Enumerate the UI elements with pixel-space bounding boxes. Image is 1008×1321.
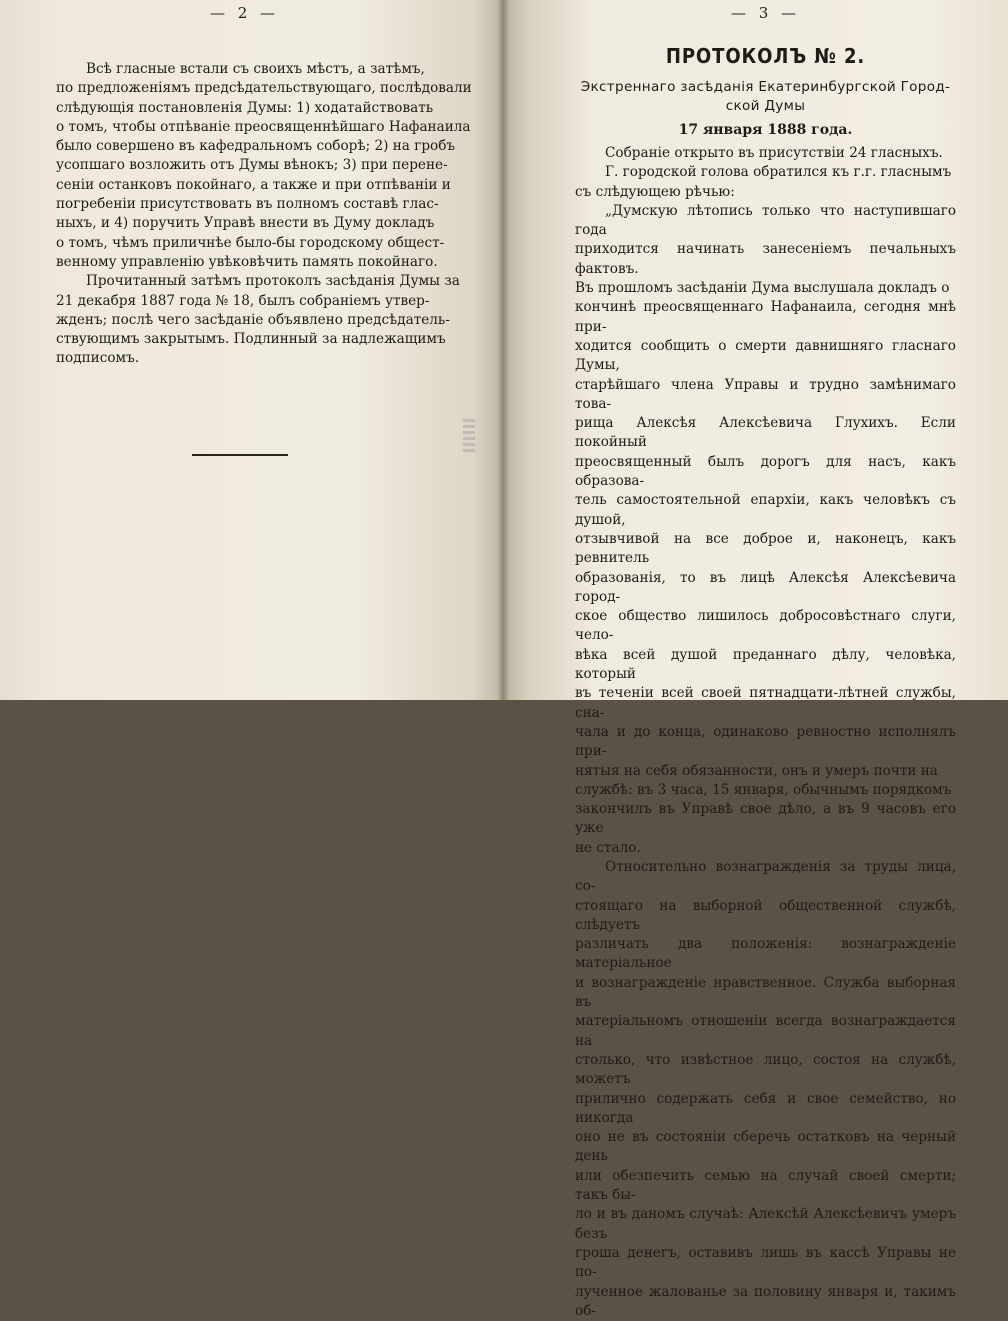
line: о томъ, чѣмъ приличнѣе было-бы городскому общест- bbox=[56, 234, 445, 251]
line: гроша денегъ, оставивъ лишь въ кассѣ Управы не по- bbox=[575, 1244, 956, 1281]
line: старѣйшаго члена Управы и трудно замѣнимаго това- bbox=[575, 376, 956, 412]
left-page-text bbox=[56, 60, 473, 369]
line: матеріальномъ отношеніи всегда вознаграждается на bbox=[575, 1013, 956, 1049]
line: жденъ; послѣ чего засѣданіе объявлено предсѣдатель- bbox=[56, 311, 450, 328]
line: столько, что извѣстное лицо, состоя на службѣ, можетъ bbox=[575, 1051, 956, 1088]
line: погребеніи присутствовать въ полномъ составѣ глас- bbox=[56, 196, 439, 213]
right-page bbox=[503, 0, 1008, 1319]
right-page-text bbox=[575, 144, 956, 1321]
line: съ слѣдующею рѣчью: bbox=[575, 183, 735, 200]
line: усопшаго возложить отъ Думы вѣнокъ; 3) при перене- bbox=[56, 157, 448, 174]
book-gutter bbox=[497, 0, 509, 700]
line: закончилъ въ Управѣ свое дѣло, а въ 9 часовъ его уже bbox=[575, 801, 956, 837]
line: не стало. bbox=[575, 839, 641, 856]
line: стоящаго на выборной общественной службѣ, слѣдуетъ bbox=[575, 897, 956, 933]
line: ское общество лишилось добросовѣстнаго слуги, чело- bbox=[575, 608, 956, 644]
line: ло и въ даномъ случаѣ: Алексѣй Алексѣевичъ умеръ безъ bbox=[575, 1206, 956, 1242]
line: слѣдующія постановленія Думы: 1) ходатайствовать bbox=[56, 99, 434, 116]
line: подписомъ. bbox=[56, 350, 140, 367]
line: было совершено въ кафедральномъ соборѣ; 2) на гробъ bbox=[56, 138, 456, 155]
line: лученное жалованье за половину января и, такимъ об- bbox=[575, 1283, 956, 1319]
line: Въ прошломъ засѣданіи Дума выслушала докладъ о bbox=[575, 280, 950, 297]
line: ходится сообщить о смерти давнишняго гласнаго Думы, bbox=[575, 337, 956, 374]
line: вѣка всей душой преданнаго дѣлу, человѣка, который bbox=[575, 646, 956, 683]
line: оно не въ состояніи сберечь остатковъ на черный день bbox=[575, 1129, 956, 1165]
line: въ теченіи всей своей пятнадцати-лѣтней службы, сна- bbox=[575, 685, 956, 721]
line: нятыя на себя обязанности, онъ и умеръ почти на bbox=[575, 762, 938, 779]
line: ствующимъ закрытымъ. Подлинный за надлежащимъ bbox=[56, 331, 446, 348]
line: Относительно вознагражденія за труды лица, со- bbox=[575, 858, 956, 895]
line: о томъ, чтобы отпѣваніе преосвященнѣйшаго Нафанаила bbox=[56, 118, 471, 135]
line: ныхъ, и 4) поручить Управѣ внести въ Думу докладъ bbox=[56, 215, 435, 232]
line: кончинѣ преосвященнаго Нафанаила, сегодня мнѣ при- bbox=[575, 299, 956, 335]
line: по предложеніямъ предсѣдательствующаго, послѣдовали bbox=[56, 80, 472, 97]
end-rule bbox=[192, 454, 288, 456]
line: различать два положенія: вознагражденіе матеріальное bbox=[575, 936, 956, 972]
line: и вознагражденіе нравственное. Служба выборная въ bbox=[575, 974, 956, 1011]
right-page-number: — 3 — bbox=[730, 4, 801, 22]
subtitle-line: Экстреннаго засѣданія Екатеринбургской Город- bbox=[580, 79, 951, 95]
subtitle-line: ской Думы bbox=[725, 98, 806, 114]
line: приходится начинать занесеніемъ печальныхъ фактовъ. bbox=[575, 241, 956, 277]
line: службѣ: въ 3 часа, 15 января, обычнымъ порядкомъ bbox=[575, 781, 952, 798]
line: чала и до конца, одинаково ревностно исполнялъ при- bbox=[575, 723, 956, 760]
protocol-title: ПРОТОКОЛЪ № 2. bbox=[665, 44, 866, 68]
protocol-date: 17 января 1888 года. bbox=[678, 122, 853, 138]
left-page bbox=[0, 0, 503, 700]
line: 21 декабря 1887 года № 18, былъ собраніемъ утвер- bbox=[56, 292, 430, 309]
line: преосвященный былъ дорогъ для насъ, какъ образова- bbox=[575, 453, 956, 490]
line: венному управленію увѣковѣчить память покойнаго. bbox=[56, 253, 438, 270]
line: Г. городской голова обратился къ г.г. гласнымъ bbox=[605, 164, 952, 181]
line: образованія, то въ лицѣ Алексѣя Алексѣевича город- bbox=[575, 569, 956, 605]
line: отзывчивой на все доброе и, наконецъ, какъ ревнитель bbox=[575, 530, 956, 567]
line: Собраніе открыто въ присутствіи 24 гласныхъ. bbox=[605, 145, 943, 161]
line: прилично содержать себя и свое семейство, но никогда bbox=[575, 1090, 956, 1126]
line: Прочитанный затѣмъ протоколъ засѣданія Думы за bbox=[86, 273, 460, 290]
line: или обезпечить семью на случай своей смерти; такъ бы- bbox=[575, 1167, 956, 1204]
protocol-subtitle bbox=[575, 78, 956, 116]
line: „Думскую лѣтопись только что наступившаго года bbox=[575, 202, 956, 239]
line: сеніи останковъ покойнаго, а также и при отпѣваніи и bbox=[56, 176, 451, 193]
line: Всѣ гласные встали съ своихъ мѣстъ, а затѣмъ, bbox=[86, 61, 425, 77]
left-page-number: — 2 — bbox=[209, 4, 280, 22]
line: рища Алексѣя Алексѣевича Глухихъ. Если покойный bbox=[575, 415, 956, 451]
line: тель самостоятельной епархіи, какъ человѣкъ съ душой, bbox=[575, 492, 956, 528]
library-stamp-mark bbox=[463, 418, 475, 452]
